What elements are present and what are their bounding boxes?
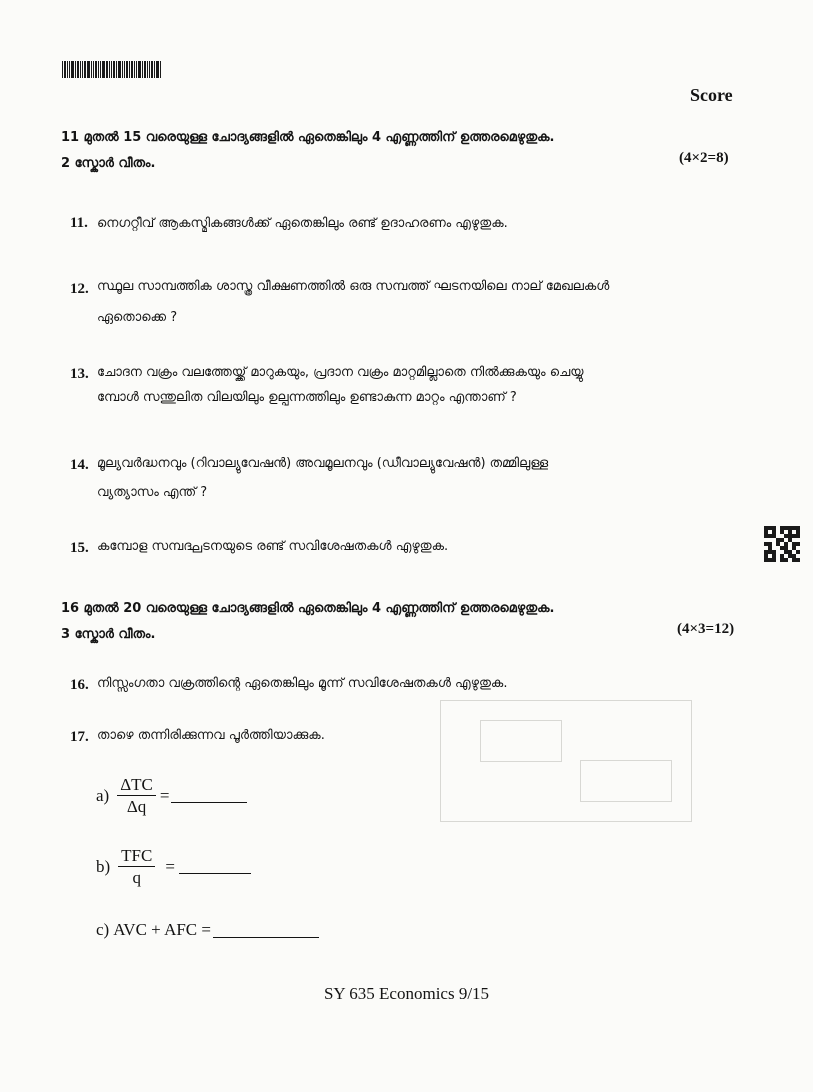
barcode-bar	[80, 61, 81, 78]
barcode-bar	[126, 61, 128, 78]
barcode-bar	[147, 61, 148, 78]
barcode-bar	[111, 61, 112, 78]
barcode-bar	[102, 61, 105, 78]
barcode-bar	[124, 61, 125, 78]
section2-score-note: 3 സ്കോർ വീതം.	[61, 627, 156, 642]
show-through-box	[580, 760, 672, 802]
section2-instruction: 16 മുതൽ 20 വരെയുള്ള ചോദ്യങ്ങളിൽ ഏതെങ്കിലും 4 എണ്ണത്തിന് ഉത്തരമെഴുതുക.	[61, 601, 555, 616]
formula-expression: AVC + AFC =	[113, 920, 211, 939]
barcode-bar	[116, 61, 117, 78]
answer-blank[interactable]	[171, 788, 247, 803]
barcode-bar	[118, 61, 121, 78]
question-number: 15.	[70, 540, 89, 556]
barcode-bar	[71, 61, 74, 78]
barcode-bar	[87, 61, 90, 78]
formula-b	[96, 846, 251, 887]
show-through-box	[480, 720, 562, 762]
question-text-cont: മ്പോൾ സന്തുലിത വിലയിലും ഉല്പന്നത്തിലും ഉണ്ടാകുന്ന മാറ്റം എന്താണ് ?	[97, 390, 517, 405]
barcode-bar	[156, 61, 159, 78]
fraction	[118, 846, 155, 887]
question-text: മൂല്യവർദ്ധനവും (റിവാല്യുവേഷൻ) അവമൂലനവും (ഡീവാല്യുവേഷൻ) തമ്മിലുള്ള	[97, 456, 549, 471]
barcode-bar	[109, 61, 110, 78]
barcode-bar	[154, 61, 155, 78]
barcode-bar	[67, 61, 68, 78]
barcode-bar	[75, 61, 76, 78]
barcode-bar	[82, 61, 83, 78]
barcode-bar	[98, 61, 99, 78]
barcode-bar	[62, 61, 63, 78]
question-number: 12.	[70, 281, 89, 297]
fraction	[117, 775, 156, 816]
barcode-bar	[122, 61, 123, 78]
barcode-bar	[95, 61, 97, 78]
barcode-bar	[113, 61, 115, 78]
barcode-bar	[151, 61, 153, 78]
formula-label: b)	[96, 856, 111, 876]
equals-sign: =	[159, 785, 170, 805]
barcode-bar	[64, 61, 66, 78]
barcode-bar	[138, 61, 141, 78]
question-text: ചോദന വക്രം വലത്തേയ്ക്ക് മാറുകയും, പ്രദാന വക്രം മാറ്റമില്ലാതെ നിൽക്കുകയും ചെയ്യു	[97, 365, 584, 380]
question-text: നിസ്സംഗതാ വക്രത്തിന്റെ ഏതെങ്കിലും മൂന്ന് സവിശേഷതകൾ എഴുതുക.	[97, 676, 508, 691]
qr-module	[796, 558, 800, 562]
question-number: 16.	[70, 677, 89, 693]
page-footer: SY 635 Economics 9/15	[323, 984, 490, 1003]
question-number: 14.	[70, 457, 89, 473]
formula-label: a)	[96, 785, 110, 805]
question-text: നെഗറ്റീവ് ആകസ്മികങ്ങൾക്ക് ഏതെങ്കിലും രണ്ട് ഉദാഹരണം എഴുതുക.	[97, 216, 508, 231]
barcode	[62, 61, 164, 78]
barcode-bar	[100, 61, 101, 78]
question-text-cont: വ്യത്യാസം എന്ത് ?	[97, 485, 208, 500]
barcode-bar	[77, 61, 79, 78]
barcode-bar	[106, 61, 108, 78]
barcode-bar	[129, 61, 130, 78]
section1-instruction: 11 മുതൽ 15 വരെയുള്ള ചോദ്യങ്ങളിൽ ഏതെങ്കിലും 4 എണ്ണത്തിന് ഉത്തരമെഴുതുക.	[61, 130, 555, 145]
barcode-bar	[93, 61, 94, 78]
formula-label: c)	[96, 920, 110, 939]
answer-blank[interactable]	[213, 923, 319, 938]
qr-code	[764, 526, 800, 562]
equals-sign: =	[165, 856, 175, 876]
question-number: 11.	[70, 215, 88, 231]
section1-marks: (4×2=8)	[679, 150, 729, 166]
barcode-bar	[84, 61, 86, 78]
formula-a	[96, 775, 247, 816]
question-number: 17.	[70, 729, 89, 745]
question-text: കമ്പോള സമ്പദ്ഘടനയുടെ രണ്ട് സവിശേഷതകൾ എഴുതുക.	[97, 539, 449, 554]
answer-blank[interactable]	[179, 859, 251, 874]
barcode-bar	[131, 61, 133, 78]
question-text: സ്ഥൂല സാമ്പത്തിക ശാസ്ത്ര വീക്ഷണത്തിൽ ഒരു സമ്പത്ത് ഘടനയിലെ നാല് മേഖലകൾ	[97, 279, 610, 294]
barcode-bar	[160, 61, 161, 78]
barcode-bar	[69, 61, 70, 78]
fraction-denominator: Δq	[126, 797, 147, 816]
question-text: താഴെ തന്നിരിക്കുന്നവ പൂർത്തിയാക്കുക.	[97, 728, 325, 743]
barcode-bar	[144, 61, 146, 78]
question-number: 13.	[70, 366, 89, 382]
score-label: Score	[690, 85, 733, 105]
barcode-bar	[91, 61, 92, 78]
section2-marks: (4×3=12)	[677, 621, 735, 637]
formula-c	[96, 920, 319, 940]
fraction-numerator: ΔTC	[117, 775, 156, 796]
fraction-numerator: TFC	[118, 846, 155, 867]
fraction-denominator: q	[132, 868, 142, 887]
barcode-bar	[136, 61, 137, 78]
question-text-cont: ഏതൊക്കെ ?	[97, 310, 178, 325]
barcode-bar	[149, 61, 150, 78]
section1-score-note: 2 സ്കോർ വീതം.	[61, 156, 156, 171]
barcode-bar	[142, 61, 143, 78]
barcode-bar	[134, 61, 135, 78]
